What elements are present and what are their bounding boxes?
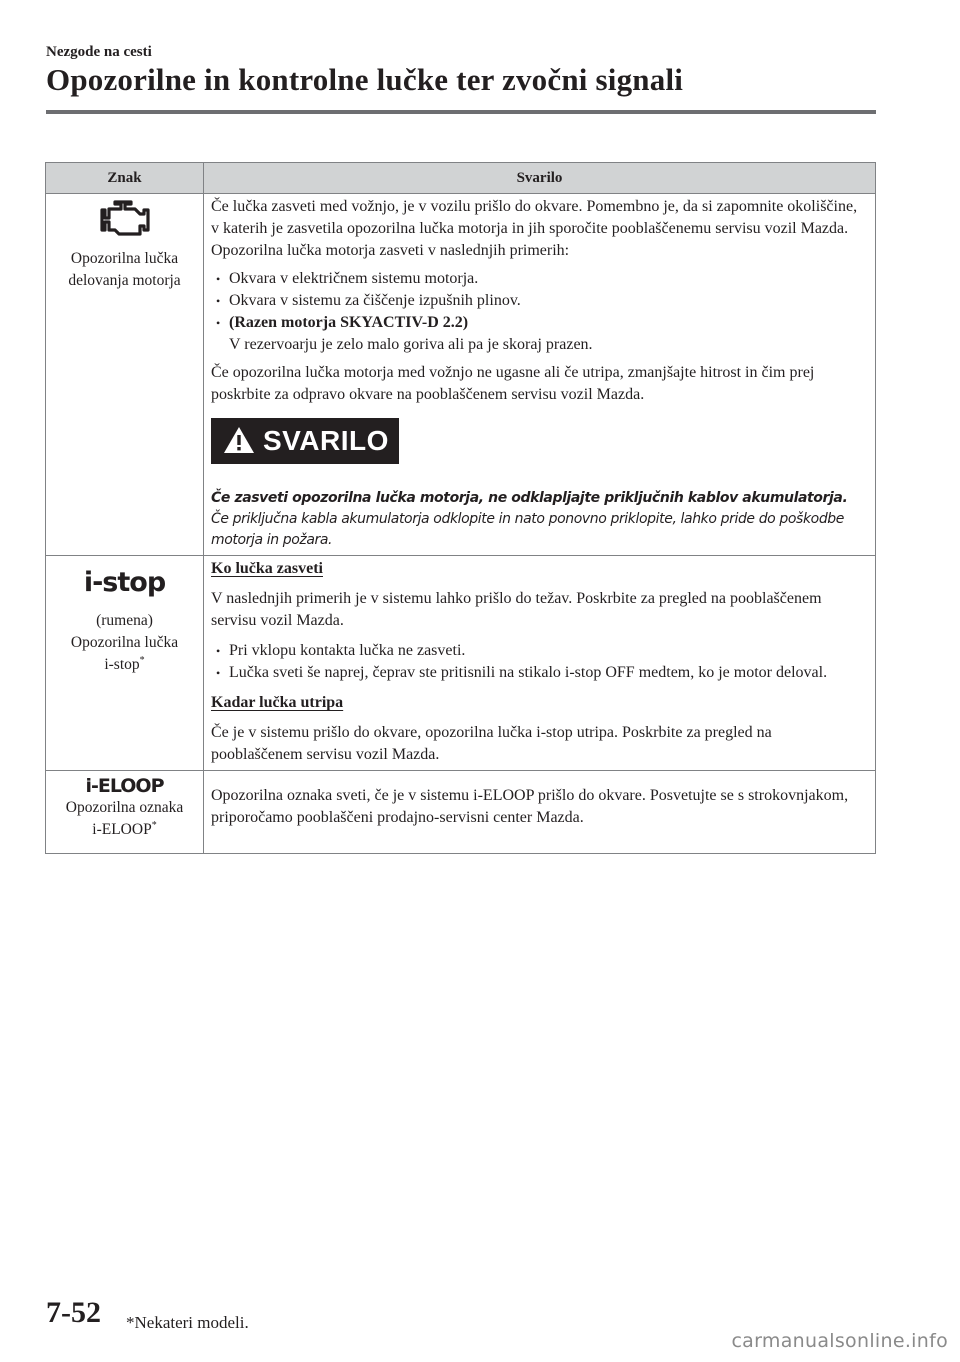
warning-badge (211, 418, 399, 464)
sign-label: i-ELOOP* (92, 819, 157, 838)
list-item: • Lučka sveti še naprej, čeprav ste pritisnili na stikalo i-stop OFF medtem, ko je motor deloval. (216, 664, 828, 681)
table-header-row (46, 163, 876, 194)
table-row (46, 556, 876, 771)
warning-label: SVARILO (263, 425, 389, 456)
list-item: • (Razen motorja SKYACTIV-D 2.2) V rezervoarju je zelo malo goriva ali pa je skoraj prazen. (216, 314, 593, 353)
sign-cell-engine (46, 194, 204, 556)
sign-label: Opozorilna lučka (70, 250, 179, 267)
bullet-list (211, 268, 867, 356)
sign-label: delovanja motorja (68, 272, 181, 289)
subheading: Kadar lučka utripa (211, 694, 344, 711)
warning-text (211, 488, 867, 551)
paragraph: Če opozorilna lučka motorja med vožnjo ne ugasne ali če utripa, zmanjšajte hitrost in čim prej poskrbite za odpravo okvare na pooblaščenem servisu vozil Mazda. (211, 364, 815, 403)
sign-cell-istop (46, 556, 204, 771)
warning-bold: Če zasveti opozorilna lučka motorja, ne odklapljajte priključnih kablov akumulatorja. (211, 490, 848, 506)
i-eloop-icon: i-ELOOP (85, 775, 164, 797)
title-rule (46, 110, 876, 114)
i-stop-icon: i-stop (83, 567, 166, 598)
bullet-list (211, 640, 867, 684)
subheading: Ko lučka zasveti (211, 560, 323, 577)
check-engine-icon (95, 200, 155, 240)
page-number: 7-52 (46, 1296, 101, 1329)
warning-cell-engine (204, 194, 876, 556)
warning-cell-istop (204, 556, 876, 771)
paragraph: V naslednjih primerih je v sistemu lahko prišlo do težav. Poskrbite za pregled na pooblaščenem servisu vozil Mazda. (211, 590, 822, 629)
warning-cell-ieloop (204, 771, 876, 854)
paragraph: Če lučka zasveti med vožnjo, je v vozilu prišlo do okvare. Pomembno je, da si zapomnite okoliščine, v katerih je zasvetila opozorilna lučka motorja in jih sporočite pooblaščenemu servisu vozil Mazda. (211, 198, 858, 237)
table-row (46, 194, 876, 556)
footnote: *Nekateri modeli. (126, 1313, 249, 1332)
list-item: • Pri vklopu kontakta lučka ne zasveti. (216, 642, 466, 659)
watermark: carmanualsonline.info (731, 1330, 948, 1352)
sign-cell-ieloop (46, 771, 204, 854)
paragraph: Opozorilna oznaka sveti, če je v sistemu i-ELOOP prišlo do okvare. Posvetujte se s strokovnjakom, priporočamo pooblaščeni prodajno-servisni center Mazda. (211, 787, 849, 826)
sign-label: Opozorilna lučka (70, 634, 179, 651)
header-sign: Znak (46, 163, 204, 194)
warning-detail: Če priključna kabla akumulatorja odklopite in nato ponovno priklopite, lahko pride do poškodbe motorja in požara. (211, 511, 844, 548)
header-warning: Svarilo (204, 163, 876, 194)
paragraph: Če je v sistemu prišlo do okvare, opozorilna lučka i-stop utripa. Poskrbite za pregled na pooblaščenem servisu vozil Mazda. (211, 724, 772, 763)
list-item: • Okvara v sistemu za čiščenje izpušnih plinov. (216, 292, 521, 309)
warning-triangle-icon (223, 426, 255, 456)
sign-label: (rumena) (96, 612, 153, 629)
sign-label: i-stop* (104, 654, 145, 673)
sign-label: Opozorilna oznaka (65, 799, 184, 816)
section-label: Nezgode na cesti (46, 44, 152, 60)
warning-lights-table (45, 162, 876, 854)
table-row (46, 771, 876, 854)
page-title: Opozorilne in kontrolne lučke ter zvočni signali (46, 62, 684, 97)
list-item: • Okvara v električnem sistemu motorja. (216, 270, 479, 287)
paragraph: Opozorilna lučka motorja zasveti v naslednjih primerih: (211, 242, 570, 259)
